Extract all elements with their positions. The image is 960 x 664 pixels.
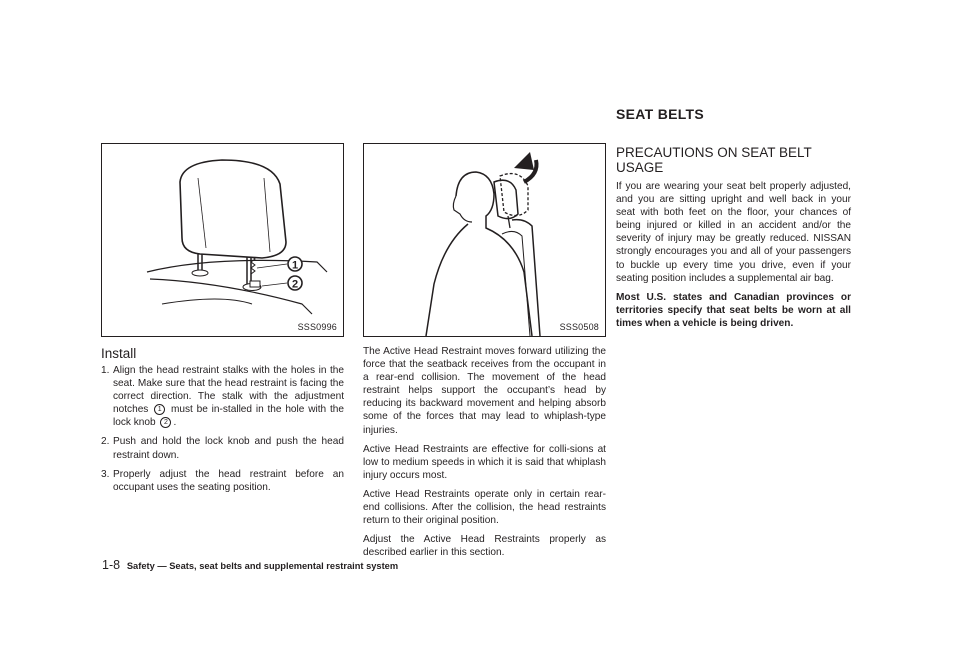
callout-2-icon: 2 — [160, 417, 171, 428]
headrestraint-install-figure — [101, 143, 344, 337]
install-step-3 — [101, 468, 344, 494]
step-text: . — [173, 417, 177, 429]
step-number: 3. — [101, 468, 110, 480]
step-text: Push and hold the lock knob and push the head restraint down. — [113, 436, 344, 461]
headrestraint-illustration — [102, 144, 343, 336]
step-text: Align the head restraint stalks with the holes in the seat. Make sure that the head restraint is facing the correct direction. The stalk with the adjustment notches — [113, 365, 344, 416]
active-headrestraint-figure — [363, 143, 606, 337]
callout-1-label: 1 — [291, 259, 299, 272]
active-headrestraint-text — [363, 345, 606, 565]
precautions-heading — [616, 145, 859, 175]
install-step-2 — [101, 435, 344, 461]
step-text: must be in-stalled in the hole with the lock knob — [113, 404, 344, 429]
callout-1-icon: 1 — [154, 404, 165, 415]
step-number: 2. — [101, 436, 110, 448]
bold-paragraph: Most U.S. states and Canadian provinces or territories specify that seat belts be worn at all times when a vehicle is being driven. — [616, 291, 851, 329]
figure-code: SSS0508 — [559, 322, 599, 332]
section-title: SEAT BELTS — [616, 106, 705, 122]
page-number: 1-8 — [102, 558, 121, 572]
paragraph: The Active Head Restraint moves forward utilizing the force that the seatback receives from the occupant in a rear-end collision. The movement of the head restraint helps support the occupant’s head by reducing its backward movement and helping absorb some of the forces that may lead to whiplash-type injuries. — [363, 346, 606, 436]
install-heading: Install — [101, 346, 137, 361]
figure-code: SSS0996 — [297, 322, 337, 332]
heading-line: PRECAUTIONS ON SEAT BELT — [616, 145, 812, 160]
callout-2-label: 2 — [291, 278, 299, 291]
paragraph: Active Head Restraints are effective for colli-sions at low to medium speeds in which it is said that whiplash injury occurs most. — [363, 443, 606, 481]
step-number: 1. — [101, 365, 110, 376]
paragraph: If you are wearing your seat belt properly adjusted, and you are sitting upright and well back in your seat with both feet on the floor, your chances of being injured or killed in an accident and/or the severity of injury may be greatly reduced. NISSAN strongly encourages you and all of your passengers to buckle up every time you drive, even if your seating position includes a supplemental air bag. — [616, 181, 851, 284]
install-step-1 — [101, 364, 344, 429]
paragraph: Active Head Restraints operate only in certain rear-end collisions. After the collision, the head restraints return to their original position. — [363, 488, 606, 527]
page-footer — [102, 558, 398, 572]
install-steps — [101, 364, 344, 500]
footer-title: Safety — Seats, seat belts and supplemental restraint system — [126, 561, 399, 571]
step-text: Properly adjust the head restraint before an occupant uses the seating position. — [113, 468, 344, 493]
seatbelt-text — [616, 180, 851, 336]
occupant-illustration — [364, 144, 605, 336]
heading-line: USAGE — [616, 160, 664, 175]
paragraph: Adjust the Active Head Restraints properly as described earlier in this section. — [363, 534, 606, 559]
